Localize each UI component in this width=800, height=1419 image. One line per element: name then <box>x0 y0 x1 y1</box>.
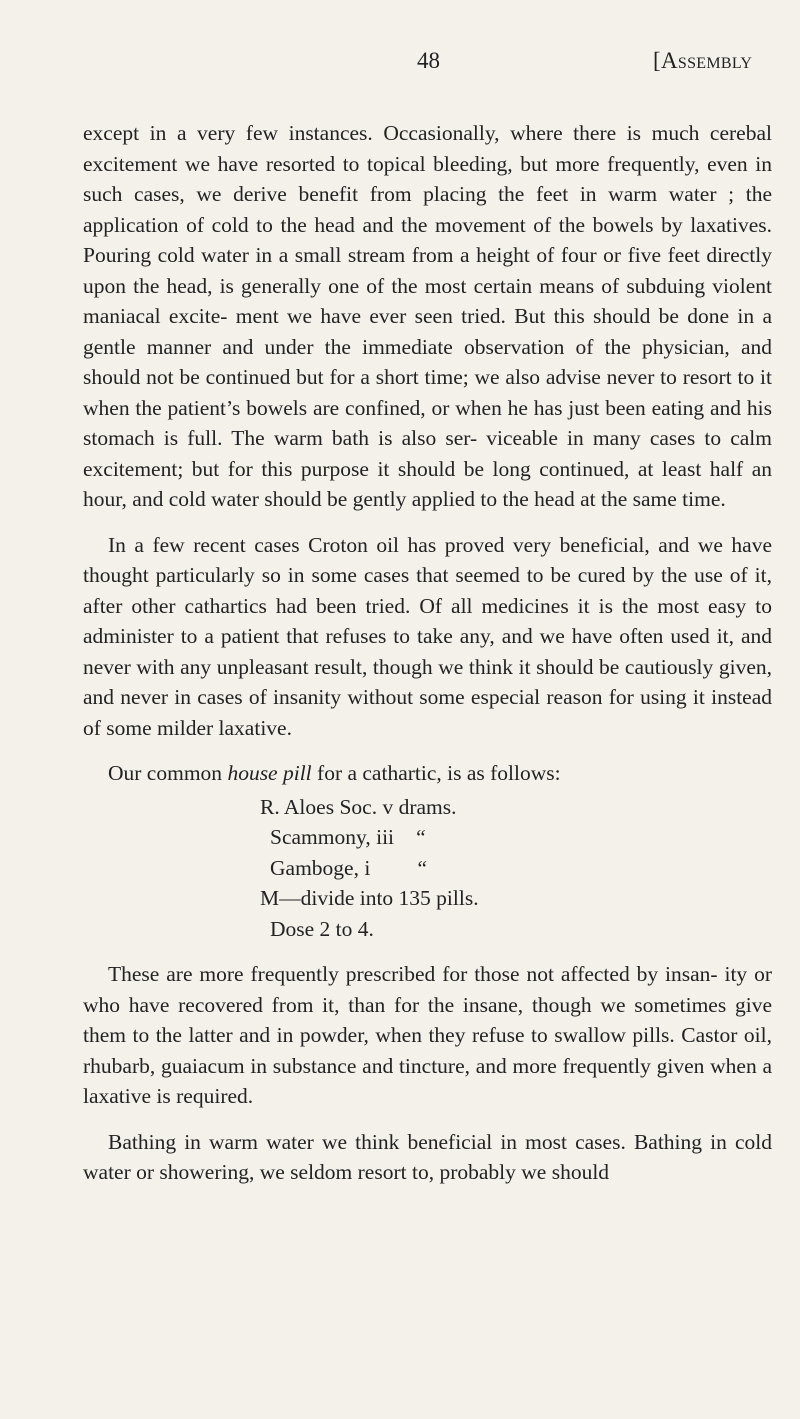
gamboge-text: Gamboge, i <box>270 855 371 880</box>
body-text <box>83 118 772 1188</box>
running-head-title: Assembly <box>660 48 753 73</box>
prescription <box>260 792 772 945</box>
running-head-bracket: [ <box>653 48 661 73</box>
ditto-mark: “ <box>414 825 426 849</box>
paragraph-house-pill <box>83 758 772 789</box>
paragraph-treatment-excitement: except in a very few instances. Occasionally, where there is much cerebal excitement we have resorted to topical bleeding, but more frequently, even in such cases, we derive benefit from placing the feet in warm water ; the application of cold to the head and the movement of the bowels by laxatives. Pouring cold water in a small stream from a height of four or five feet directly upon the head, is generally one of the most certain means of subduing violent maniacal excite- ment we have ever seen tried. But this should be done in a gentle manner and under the immediate observation of the physician, and should not be continued but for a short time; we also advise never to resort to it when the patient’s bowels are confined, or when he has just been eating and his stomach is full. The warm bath is also ser- viceable in many cases to calm excitement; but for this purpose it should be long continued, at least half an hour, and cold water should be gently applied to the head at the same time. <box>83 121 772 511</box>
prescription-line-divide: M—divide into 135 pills. <box>260 886 479 910</box>
running-head <box>653 48 752 74</box>
prescription-line-aloes: R. Aloes Soc. v drams. <box>260 794 457 819</box>
paragraph-croton-oil: In a few recent cases Croton oil has proved very beneficial, and we have thought particularly so in some cases that seemed to be cured by the use of it, after other cathartics had been tried. Of all medicines it is the most easy to administer to a patient that refuses to take any, and we have often used it, and never with any unpleasant result, though we think it should be cautiously given, and never in cases of insanity without some especial reason for using it instead of some milder laxative. <box>83 532 772 740</box>
prescription-line-scammony <box>270 822 772 853</box>
page-number: 48 <box>417 48 440 73</box>
house-pill-term: house pill <box>227 761 312 785</box>
house-pill-outro: for a cathartic, is as follows: <box>311 761 561 785</box>
scammony-text: Scammony, iii <box>270 825 395 849</box>
page-header <box>0 48 800 88</box>
paragraph-prescribed-for: These are more frequently prescribed for those not affected by insan- ity or who have recovered from it, than for the insane, though we sometimes give them to the latter and in powder, when they refuse to swallow pills. Castor oil, rhubarb, guaiacum in substance and tincture, and more frequently given when a laxative is required. <box>83 962 772 1108</box>
prescription-line-gamboge <box>270 853 772 884</box>
paragraph-bathing: Bathing in warm water we think beneficial in most cases. Bathing in cold water or showering, we seldom resort to, probably we should <box>83 1129 772 1184</box>
ditto-mark: “ <box>415 855 428 880</box>
house-pill-intro: Our common <box>108 761 228 785</box>
prescription-line-dose: Dose 2 to 4. <box>270 916 374 941</box>
